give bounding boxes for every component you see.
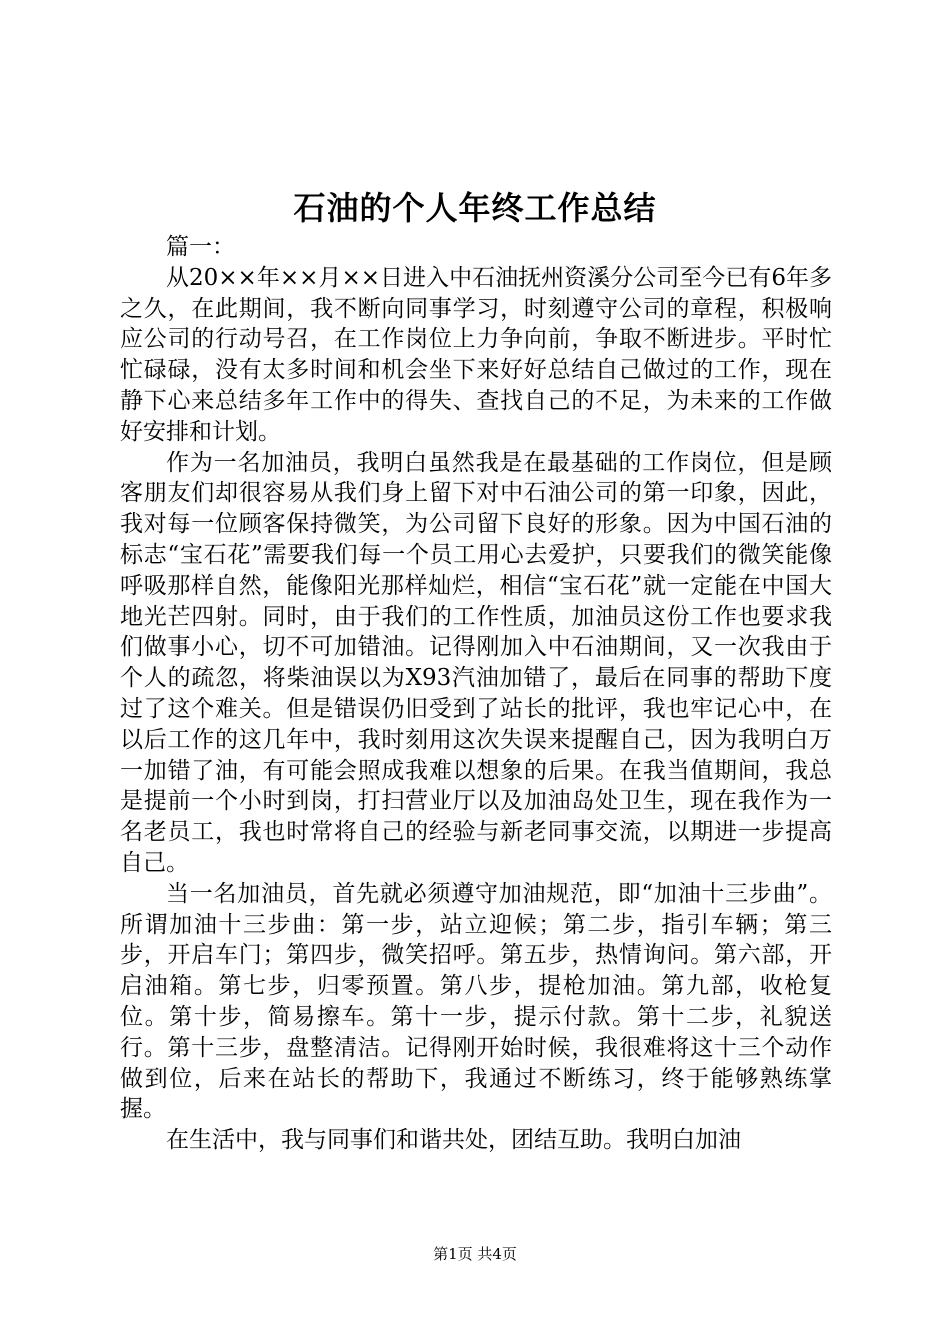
paragraph: 作为一名加油员，我明白虽然我是在最基础的工作岗位，但是顾客朋友们却很容易从我们身上留下对中石油公司的第一印象，因此，我对每一位顾客保持微笑，为公司留下良好的形象。因为中国石油的标志“宝石花”需要我们每一个员工用心去爱护，只要我们的微笑能像呼吸那样自然，能像阳光那样灿烂，相信“宝石花”就一定能在中国大地光芒四射。同时，由于我们的工作性质，加油员这份工作也要求我们做事小心，切不可加错油。记得刚加入中石油期间，又一次我由于个人的疏忽，将柴油误以为X93汽油加错了，最后在同事的帮助下度过了这个难关。但是错误仍旧受到了站长的批评，我也牢记心中，在以后工作的这几年中，我时刻用这次失误来提醒自己，因为我明白万一加错了油，有可能会照成我难以想象的后果。在我当值期间，我总是提前一个小时到岗，打扫营业厅以及加油岛处卫生，现在我作为一名老员工，我也时常将自己的经验与新老同事交流，以期进一步提高自己。: [120, 449, 832, 876]
document-title: 石油的个人年终工作总结: [293, 189, 657, 227]
section-heading: 篇一：: [166, 234, 235, 260]
page-number-footer: 第1页 共4页: [433, 1245, 517, 1263]
paragraph: 从20××年××月××日进入中石油抚州资溪分公司至今已有6年多之久，在此期间，我不断向同事学习，时刻遵守公司的章程，积极响应公司的行动号召，在工作岗位上力争向前，争取不断进步。平时忙忙碌碌，没有太多时间和机会坐下来好好总结自己做过的工作，现在静下心来总结多年工作中的得失、查找自己的不足，为未来的工作做好安排和计划。: [120, 264, 832, 445]
paragraph: 在生活中，我与同事们和谐共处，团结互助。我明白加油: [166, 1127, 741, 1154]
document-body: [120, 232, 832, 1156]
paragraph: 当一名加油员，首先就必须遵守加油规范，即“加油十三步曲”。所谓加油十三步曲：第一步，站立迎候；第二步，指引车辆；第三步，开启车门；第四步，微笑招呼。第五步，热情询问。第六部，开启油箱。第七步，归零预置。第八步，提枪加油。第九部，收枪复位。第十步，简易擦车。第十一步，提示付款。第十二步，礼貌送行。第十三步，盘整清洁。记得刚开始时候，我很难将这十三个动作做到位，后来在站长的帮助下，我通过不断练习，终于能够熟练掌握。: [120, 880, 832, 1123]
